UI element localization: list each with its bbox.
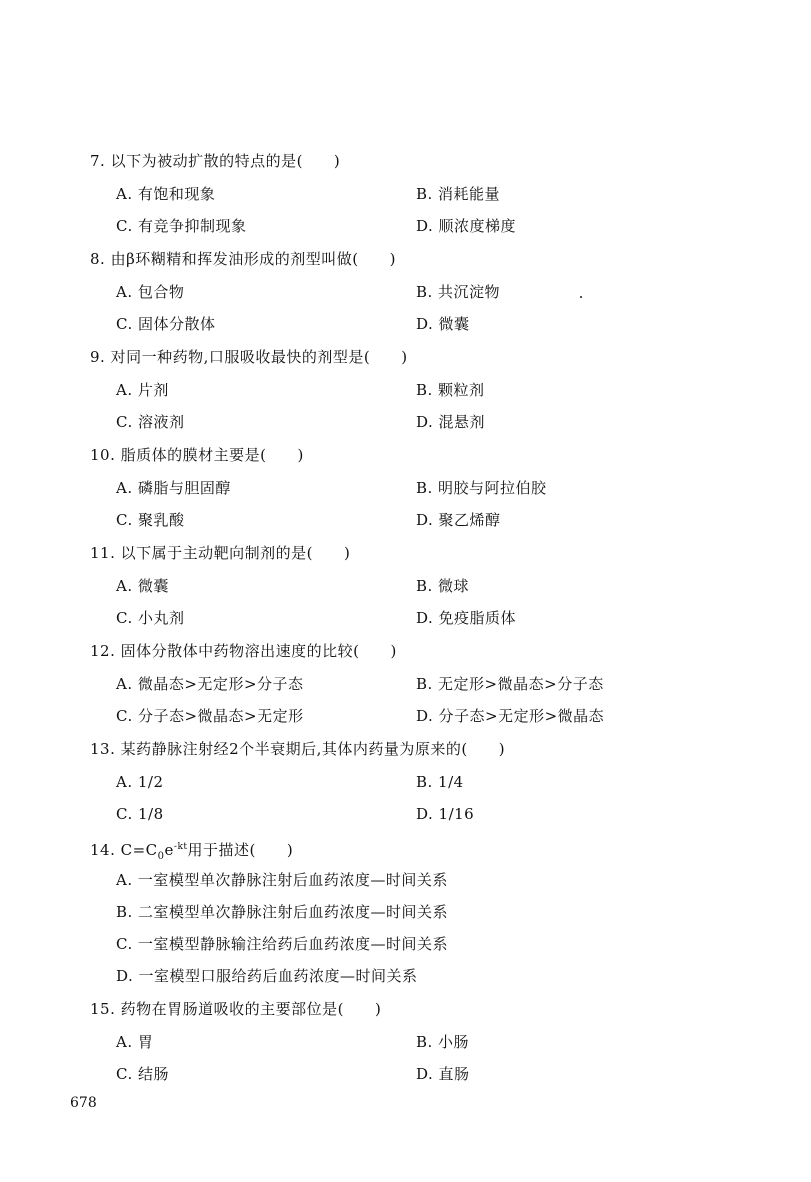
question-8-stem: 8. 由β环糊精和挥发油形成的剂型叫做( ): [90, 250, 396, 268]
question-9-stem: 9. 对同一种药物,口服吸收最快的剂型是( ): [90, 348, 408, 366]
scan-speck: [580, 296, 582, 298]
question-12-option-d: D. 分子态>无定形>微晶态: [416, 707, 605, 725]
question-7-option-a: A. 有饱和现象: [116, 185, 216, 203]
question-12-option-a: A. 微晶态>无定形>分子态: [116, 675, 304, 693]
question-15-option-a: A. 胃: [116, 1033, 154, 1051]
question-8-option-a: A. 包合物: [116, 283, 185, 301]
question-15-stem: 15. 药物在胃肠道吸收的主要部位是( ): [90, 1000, 382, 1018]
question-11-stem: 11. 以下属于主动靶向制剂的是( ): [90, 544, 351, 562]
question-12-stem: 12. 固体分散体中药物溶出速度的比较( ): [90, 642, 397, 660]
question-15-option-c: C. 结肠: [116, 1065, 169, 1083]
question-14-stem: [90, 837, 293, 867]
question-11-option-d: D. 免疫脂质体: [416, 609, 517, 627]
question-15-option-d: D. 直肠: [416, 1065, 470, 1083]
question-7-option-d: D. 顺浓度梯度: [416, 217, 517, 235]
question-8-option-c: C. 固体分散体: [116, 315, 216, 333]
question-13-stem: 13. 某药静脉注射经2个半衰期后,其体内药量为原来的( ): [90, 740, 506, 758]
question-14-option-b: B. 二室模型单次静脉注射后血药浓度—时间关系: [116, 903, 449, 921]
question-15-option-b: B. 小肠: [416, 1033, 470, 1051]
question-11-option-c: C. 小丸剂: [116, 609, 185, 627]
formula-exponent: -kt: [173, 842, 188, 852]
question-14-option-d: D. 一室模型口服给药后血药浓度—时间关系: [116, 967, 418, 985]
question-13-option-d: D. 1/16: [416, 805, 475, 823]
question-12-option-b: B. 无定形>微晶态>分子态: [416, 675, 604, 693]
question-14-text: 用于描述( ): [187, 841, 294, 859]
question-12-option-c: C. 分子态>微晶态>无定形: [116, 707, 304, 725]
question-13-option-b: B. 1/4: [416, 773, 464, 791]
question-9-option-b: B. 颗粒剂: [416, 381, 485, 399]
question-11-option-b: B. 微球: [416, 577, 470, 595]
formula-base: e: [164, 841, 174, 859]
question-8-option-b: B. 共沉淀物: [416, 283, 501, 301]
question-10-option-b: B. 明胶与阿拉伯胶: [416, 479, 547, 497]
question-10-option-a: A. 磷脂与胆固醇: [116, 479, 231, 497]
page-number: 678: [70, 1095, 97, 1111]
question-14-option-a: A. 一室模型单次静脉注射后血药浓度—时间关系: [116, 871, 448, 889]
question-10-stem: 10. 脂质体的膜材主要是( ): [90, 446, 304, 464]
question-9-option-d: D. 混悬剂: [416, 413, 486, 431]
question-9-option-c: C. 溶液剂: [116, 413, 185, 431]
question-8-option-d: D. 微囊: [416, 315, 470, 333]
question-7-option-b: B. 消耗能量: [416, 185, 501, 203]
formula-subscript: 0: [157, 851, 165, 862]
question-10-option-d: D. 聚乙烯醇: [416, 511, 501, 529]
question-9-option-a: A. 片剂: [116, 381, 169, 399]
question-11-option-a: A. 微囊: [116, 577, 169, 595]
question-7-stem: 7. 以下为被动扩散的特点的是( ): [90, 152, 341, 170]
question-14-option-c: C. 一室模型静脉输注给药后血药浓度—时间关系: [116, 935, 448, 953]
question-13-option-c: C. 1/8: [116, 805, 164, 823]
formula-lhs: 14. C=C: [90, 841, 158, 859]
question-13-option-a: A. 1/2: [116, 773, 164, 791]
question-10-option-c: C. 聚乳酸: [116, 511, 185, 529]
question-7-option-c: C. 有竞争抑制现象: [116, 217, 247, 235]
